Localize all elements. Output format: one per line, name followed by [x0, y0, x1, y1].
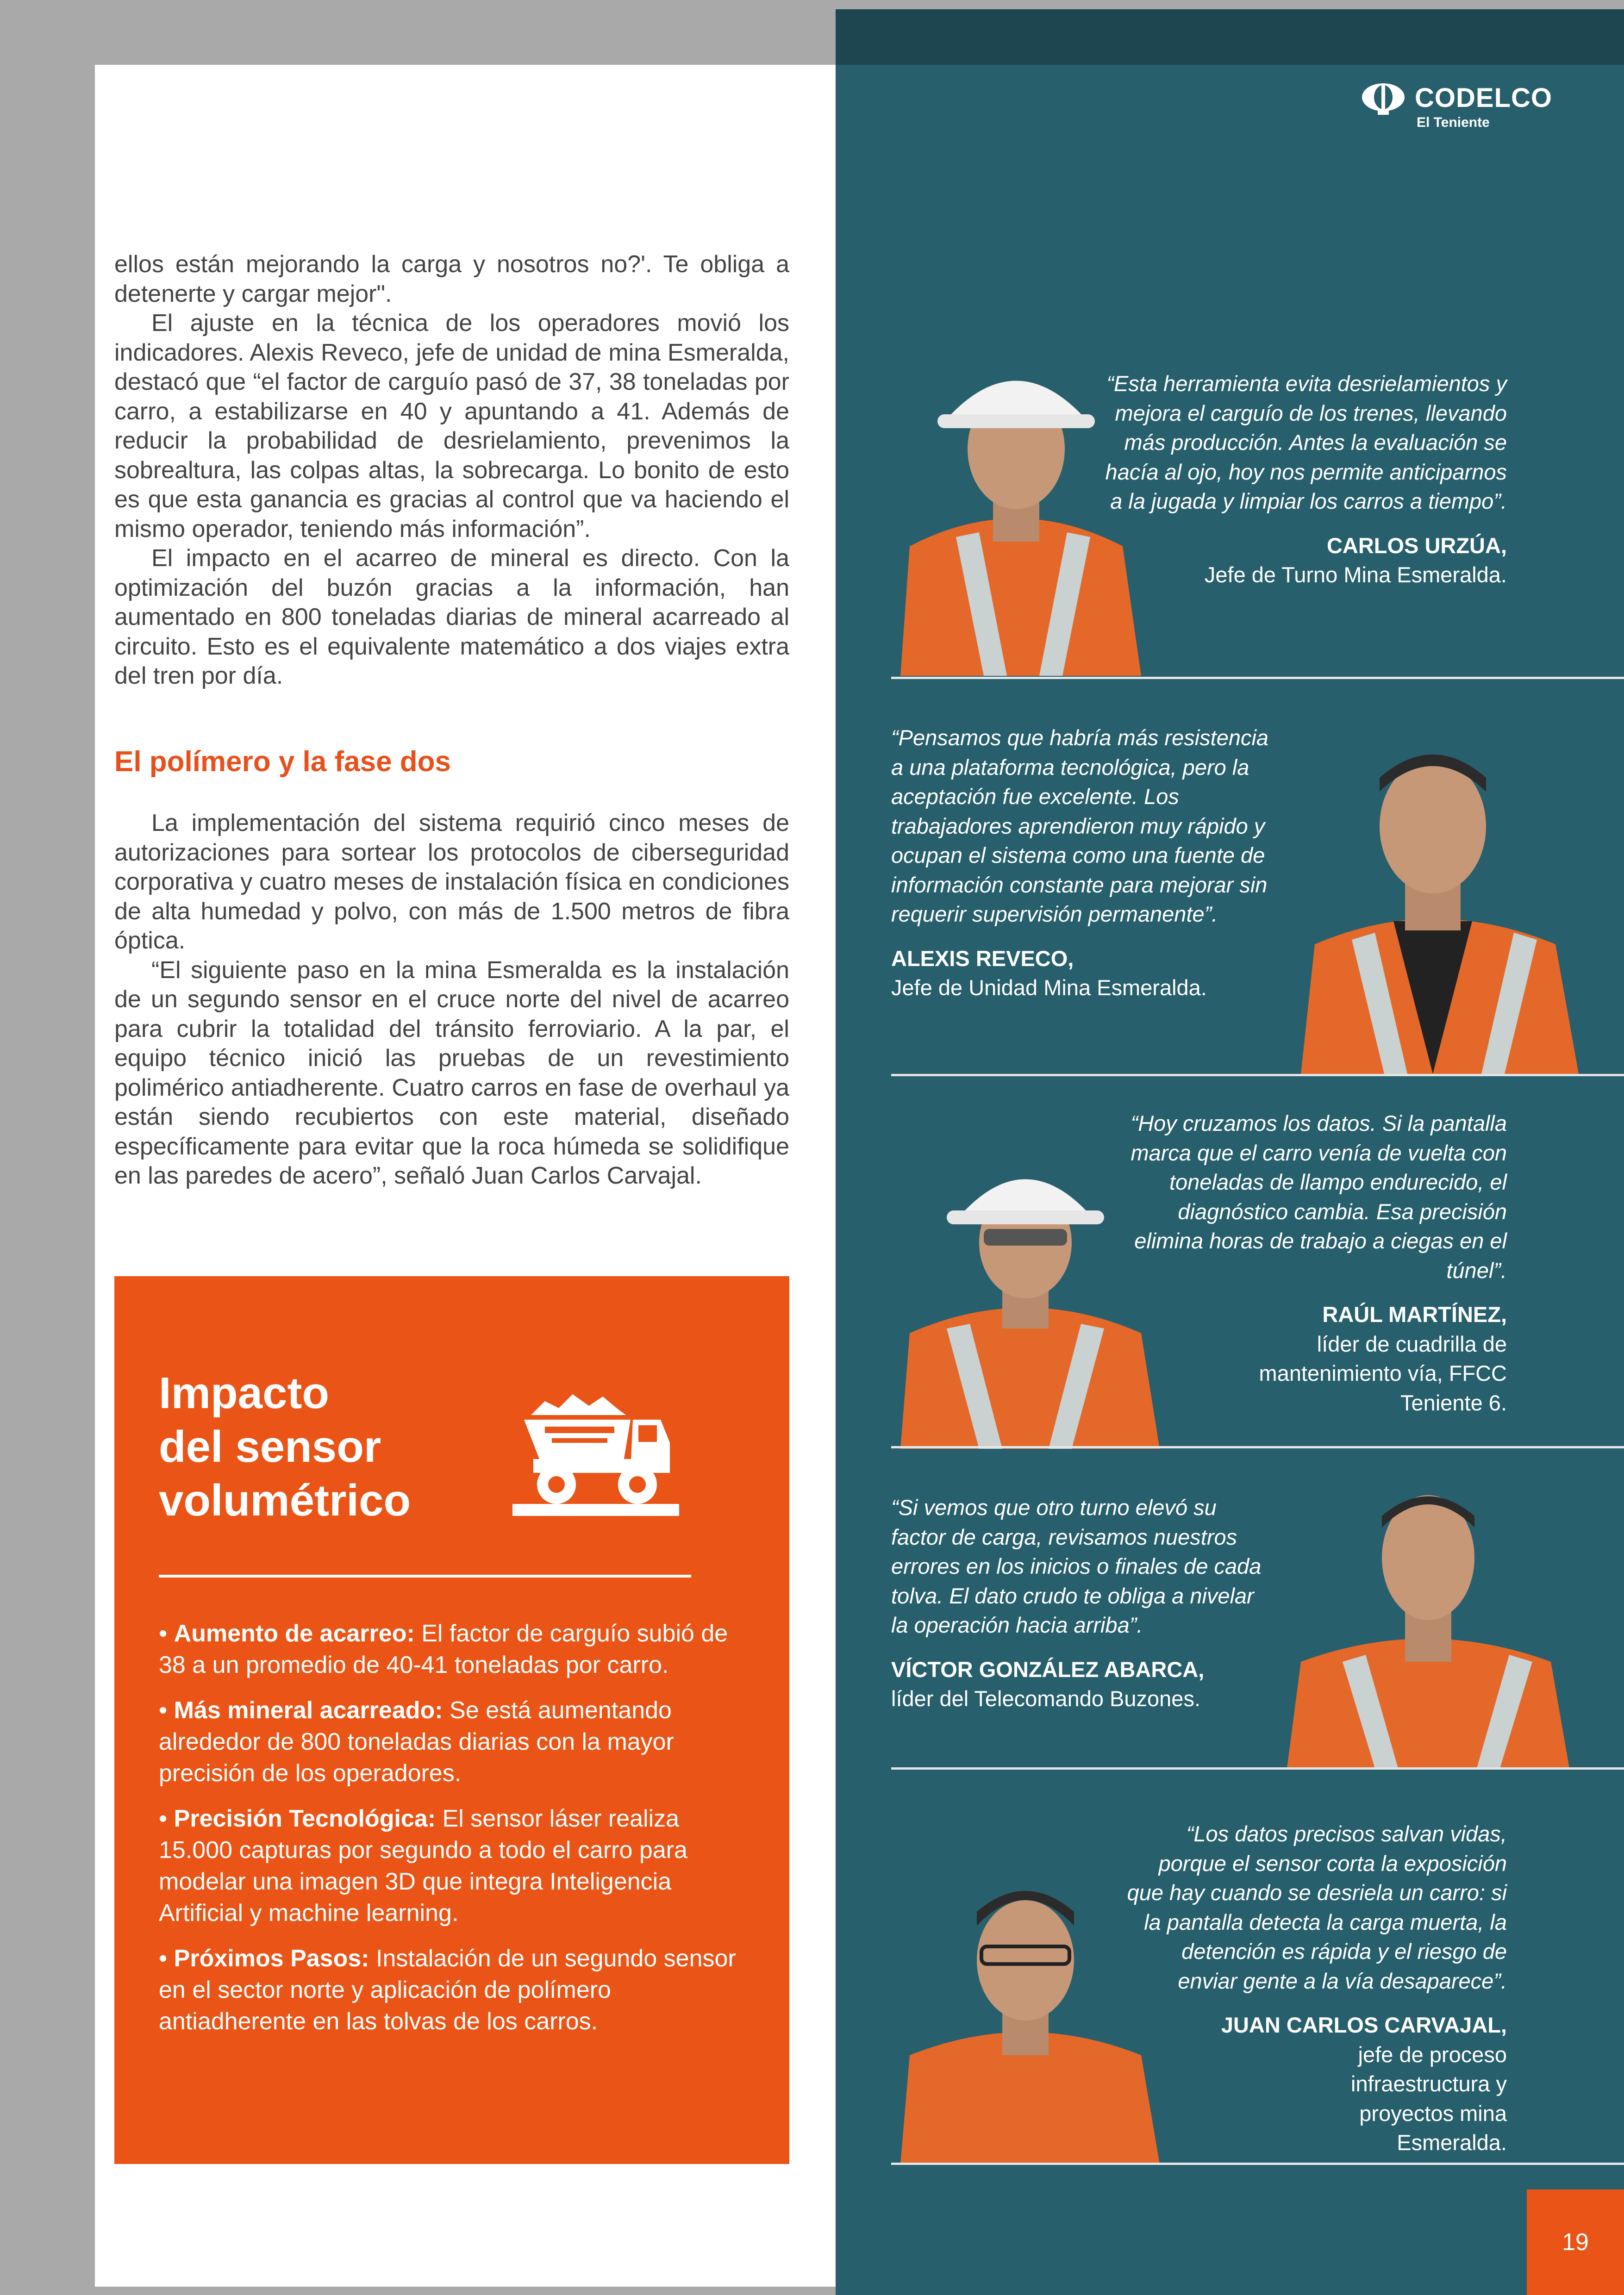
article-body-top [114, 250, 789, 691]
quote-name: VÍCTOR GONZÁLEZ ABARCA, [891, 1657, 1205, 1682]
impact-item-label: Más mineral acarreado: [174, 1697, 443, 1724]
impact-item-text: El factor de carguío subió de 38 a un promedio de 40-41 toneladas por carro. [159, 1620, 728, 1678]
impact-item-label: Precisión Tecnológica: [174, 1805, 436, 1832]
article-paragraph: La implementación del sistema requirió cinco meses de autorizaciones para sortear los protocolos de ciberseguridad corporativa y cuatro meses de instalación física en condiciones de alta humedad y polvo, con más de 1.500 metros de fibra óptica. [114, 810, 789, 954]
quote-role: jefe de proceso infraestructura y proyectos mina Esmeralda. [1351, 2042, 1507, 2155]
quote-name: ALEXIS REVECO, [891, 946, 1074, 971]
quote-name: JUAN CARLOS CARVAJAL, [1221, 2013, 1507, 2037]
page-number: 19 [1562, 2229, 1589, 2256]
quote-victor-gonzalez [891, 1493, 1271, 1714]
page-number-box [1527, 2189, 1624, 2295]
article-paragraph: “El siguiente paso en la mina Esmeralda es la instalación de un segundo sensor en el cruce norte del nivel de acarreo para cubrir la totalidad del tránsito ferroviario. A la par, el equipo técnico inició las pruebas de un revestimiento polimérico antiadherente. Cuatro carros en fase de overhaul ya están siendo recubiertos con este material, diseñado específicamente para evitar que la roca húmeda se solidifique en las paredes de acero”, señaló Juan Carlos Carvajal. [114, 956, 789, 1189]
codelco-logo [1360, 80, 1555, 135]
impact-title-line: volumétrico [159, 1476, 411, 1525]
quote-carlos-urzua [1102, 369, 1507, 590]
section-heading: El polímero y la fase dos [114, 746, 451, 778]
codelco-logo-icon [1360, 81, 1406, 118]
quote-divider [891, 677, 1624, 679]
impact-item: • Más mineral acarreado: Se está aumentando alrededor de 800 toneladas diarias con la mayor precisión de los operadores. [159, 1697, 674, 1787]
portrait-alexis-reveco [1287, 722, 1579, 1074]
dump-truck-icon [512, 1383, 679, 1522]
impact-item-text: Se está aumentando alrededor de 800 toneladas diarias con la mayor precisión de los operadores. [159, 1697, 674, 1787]
portrait-victor-gonzalez [1273, 1477, 1579, 1768]
impact-item-label: Aumento de acarreo: [174, 1620, 415, 1647]
impact-list [159, 1618, 751, 2051]
article-paragraph: ellos están mejorando la carga y nosotros no?'. Te obliga a detenerte y cargar mejor". [114, 251, 789, 307]
impact-item: • Próximos Pasos: Instalación de un segundo sensor en el sector norte y aplicación de polímero antiadherente en las tolvas de los carros. [159, 1945, 736, 2035]
quote-text: “Pensamos que habría más resistencia a una plataforma tecnológica, pero la aceptación fue excelente. Los trabajadores aprendieron muy rápido y ocupan el sistema como una fuente de información constante para mejorar sin requerir supervisión permanente”. [891, 725, 1269, 926]
impact-item-text: El sensor láser realiza 15.000 capturas por segundo a todo el carro para modelar una imagen 3D que integra Inteligencia Artificial y machine learning. [159, 1805, 687, 1927]
impact-title [159, 1366, 483, 1528]
impact-title-line: Impacto [159, 1368, 330, 1418]
quote-role: Jefe de Turno Mina Esmeralda. [1204, 562, 1507, 587]
article-body-bottom [114, 809, 789, 1191]
quote-role: líder del Telecomando Buzones. [891, 1686, 1201, 1711]
quote-role: Jefe de Unidad Mina Esmeralda. [891, 975, 1207, 1000]
quote-role: líder de cuadrilla de mantenimiento vía, FFCC Teniente 6. [1259, 1331, 1507, 1415]
quote-name: CARLOS URZÚA, [1326, 533, 1507, 558]
quote-divider [891, 1767, 1624, 1770]
panel-header-band [836, 9, 1624, 65]
impact-box [114, 1276, 789, 2164]
article-paragraph: El ajuste en la técnica de los operadores movió los indicadores. Alexis Reveco, jefe de unidad de mina Esmeralda, destacó que “el factor de carguío pasó de 37, 38 toneladas por carro, a estabilizarse en 40 y apuntando a 41. Además de reducir la probabilidad de desrielamiento, prevenimos la sobrealtura, las colpas altas, la sobrecarga. Lo bonito de esto es que esta ganancia es gracias al control que va haciendo el mismo operador, teniendo más información”. [114, 310, 789, 543]
quote-divider [891, 1074, 1624, 1076]
impact-title-line: del sensor [159, 1422, 381, 1472]
quote-text: “Si vemos que otro turno elevó su factor de carga, revisamos nuestros errores en los inicios o finales de cada tolva. El dato crudo te obliga a nivelar la operación hacia arriba”. [891, 1495, 1262, 1637]
quote-raul-martinez [1120, 1109, 1507, 1417]
logo-name: CODELCO [1415, 83, 1552, 113]
quote-name: RAÚL MARTÍNEZ, [1322, 1302, 1507, 1327]
impact-item: • Aumento de acarreo: El factor de carguío subió de 38 a un promedio de 40-41 toneladas por carro. [159, 1620, 728, 1678]
quote-text: “Hoy cruzamos los datos. Si la pantalla marca que el carro venía de vuelta con toneladas de llampo endurecido, el diagnóstico cambia. Esa precisión elimina horas de trabajo a ciegas en el túnel”. [1131, 1111, 1507, 1283]
impact-item: • Precisión Tecnológica: El sensor láser realiza 15.000 capturas por segundo a todo el carro para modelar una imagen 3D que integra Inteligencia Artificial y machine learning. [159, 1805, 687, 1927]
quote-divider [891, 1446, 1624, 1448]
quote-divider [891, 2163, 1624, 2165]
impact-divider [159, 1575, 691, 1578]
impact-item-text: Instalación de un segundo sensor en el sector norte y aplicación de polímero antiadherente en las tolvas de los carros. [159, 1945, 736, 2035]
logo-division: El Teniente [1417, 115, 1490, 130]
quote-alexis-reveco [891, 723, 1275, 1003]
quote-text: “Los datos precisos salvan vidas, porque el sensor corta la exposición que hay cuando se desriela un carro: si la pantalla detecta la carga muerta, la detención es rápida y el riesgo de enviar gente a la vía desaparece”. [1127, 1821, 1507, 1993]
article-paragraph: El impacto en el acarreo de mineral es directo. Con la optimización del buzón gracias a la información, han aumentado en 800 toneladas diarias de mineral acarreado al circuito. Esto es el equivalente matemático a dos viajes extra del tren por día. [114, 545, 789, 689]
quote-juan-carlos-carvajal [1120, 1819, 1507, 2158]
quote-text: “Esta herramienta evita desrielamientos y mejora el carguío de los trenes, llevando más producción. Antes la evaluación se hacía al ojo, hoy nos permite anticiparnos a la jugada y limpiar los carros a tiempo”. [1105, 371, 1507, 513]
impact-item-label: Próximos Pasos: [174, 1945, 369, 1972]
